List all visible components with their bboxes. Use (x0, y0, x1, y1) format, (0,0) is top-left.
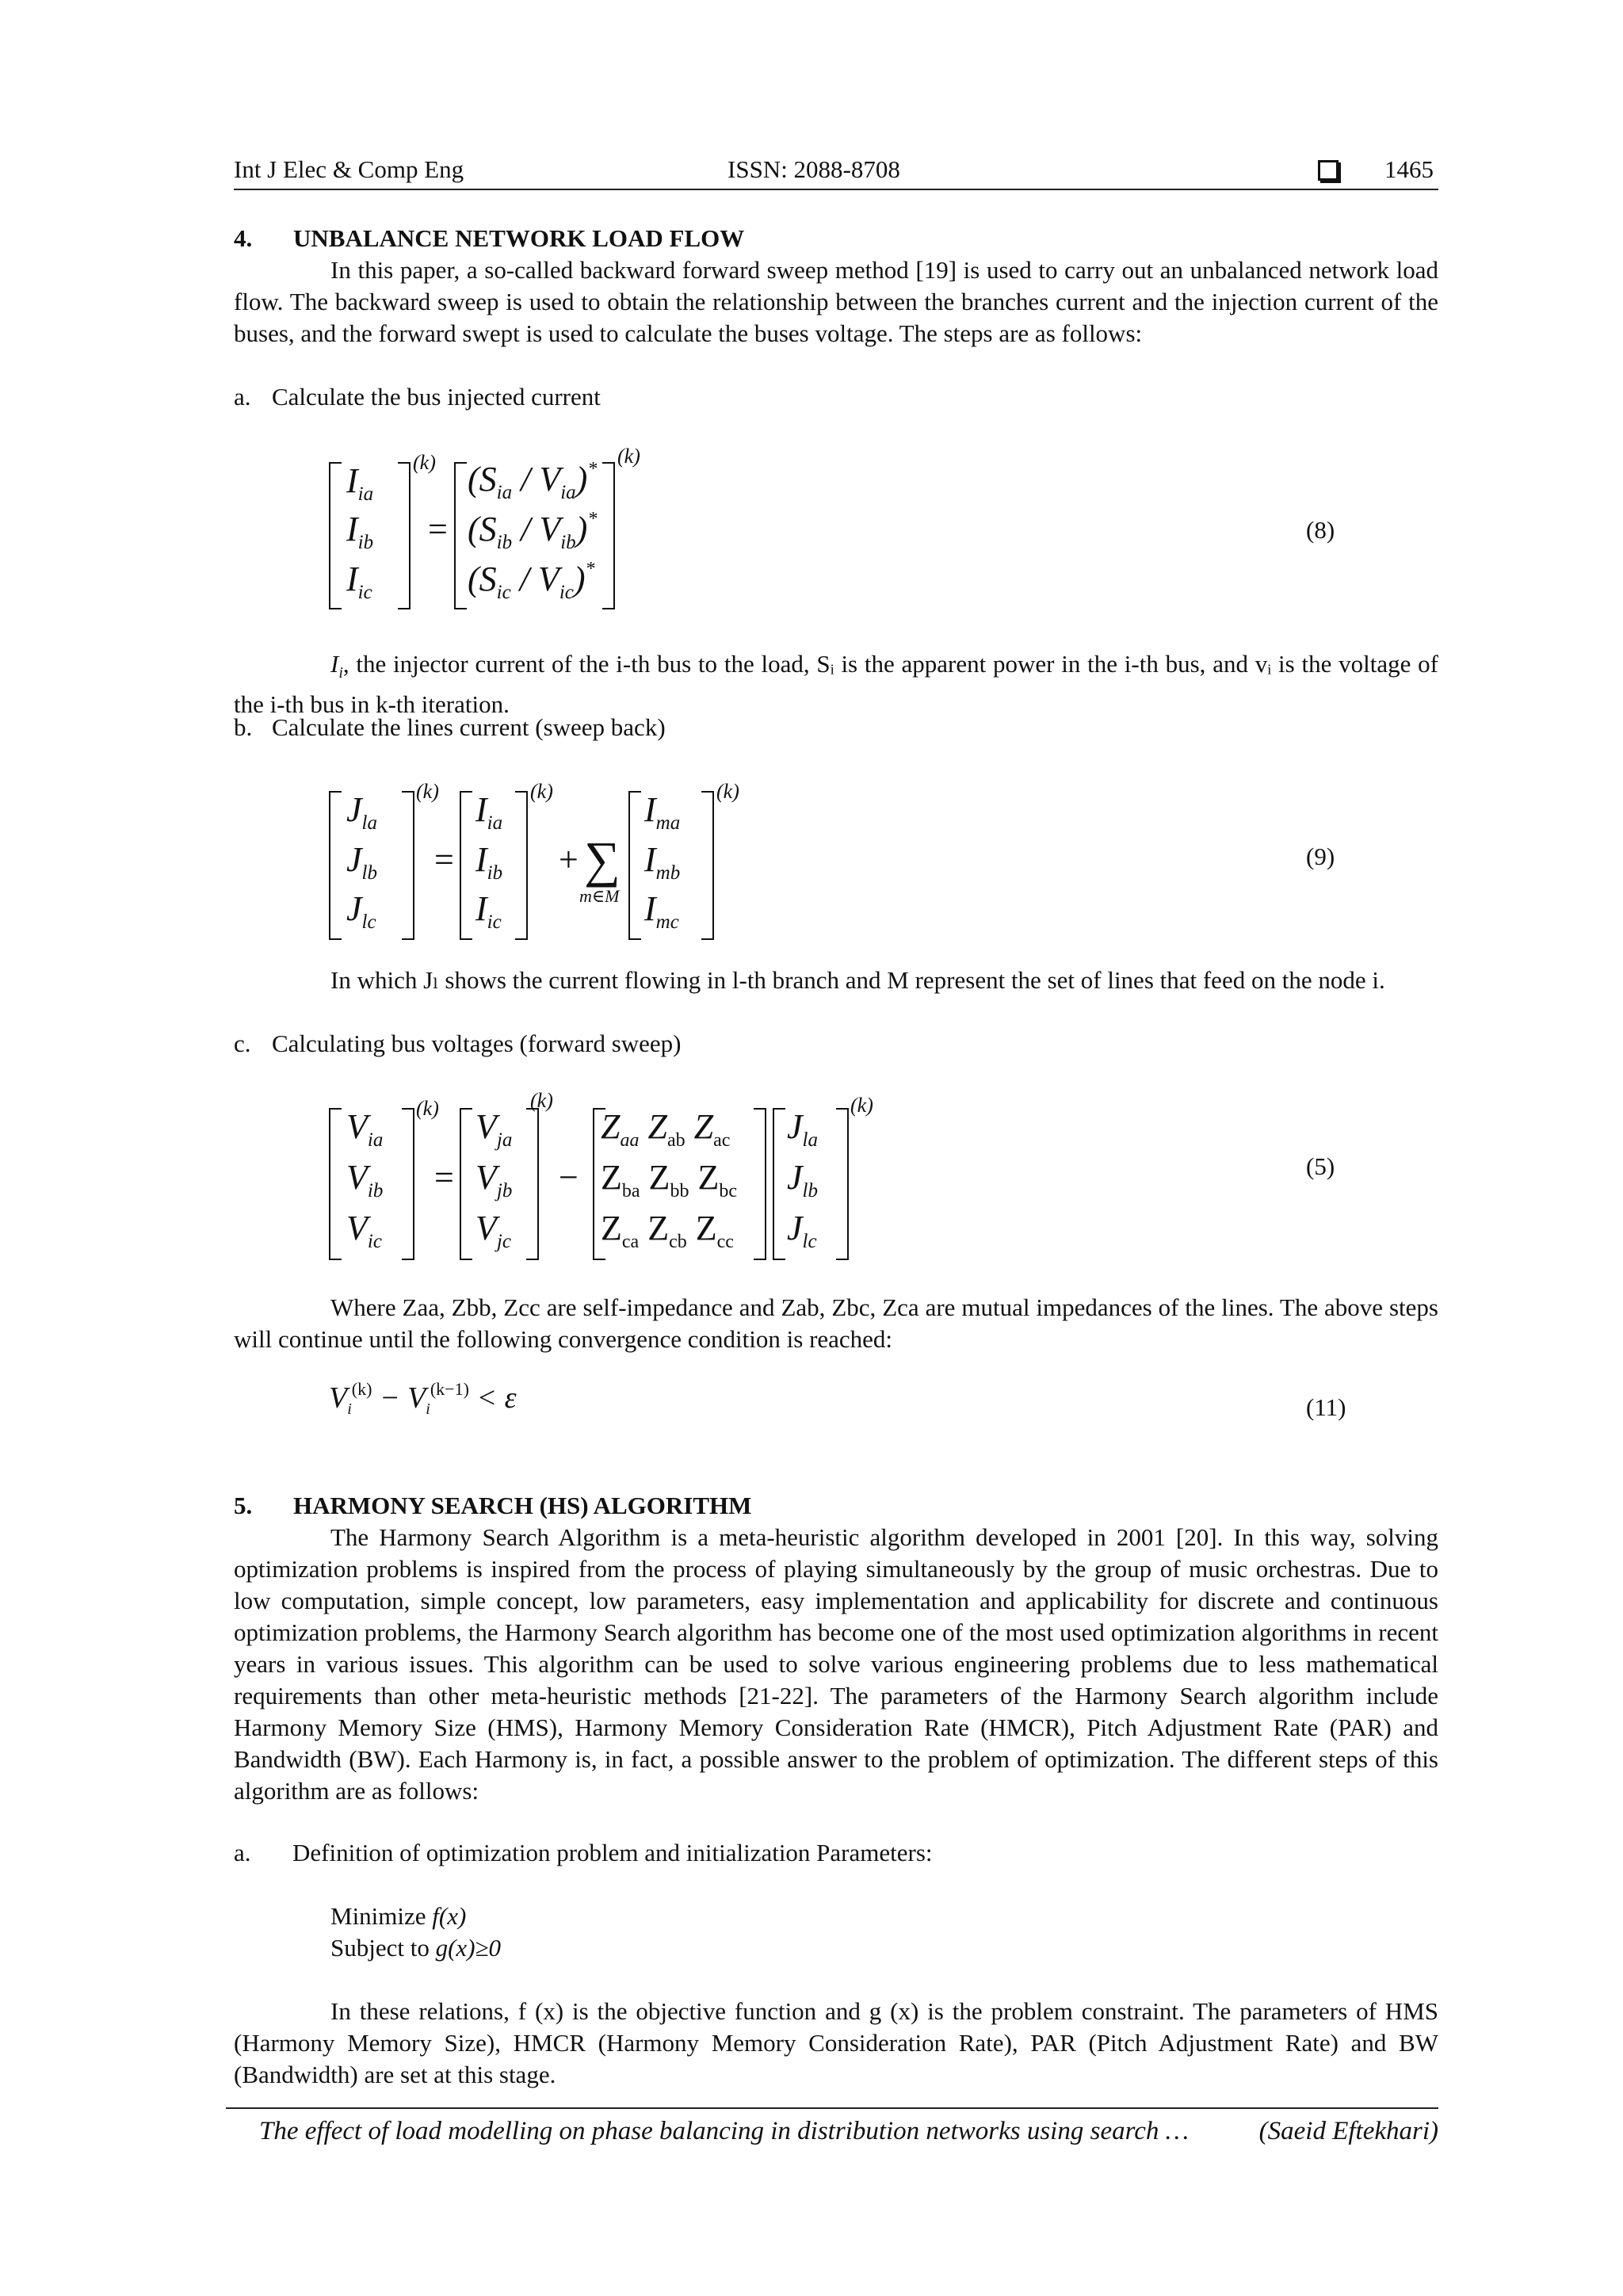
step-a: a. Calculate the bus injected current (234, 383, 601, 411)
step-c: c. Calculating bus voltages (forward sweep) (234, 1030, 682, 1057)
equation-8-number: (8) (1306, 516, 1335, 544)
section-5-heading: 5. HARMONY SEARCH (HS) ALGORITHM (234, 1492, 752, 1519)
section-5-step-a: a. Definition of optimization problem and initialization Parameters: (234, 1839, 933, 1866)
square-bullet-icon (1318, 160, 1338, 181)
equation-11-number: (11) (1306, 1393, 1346, 1421)
running-header (234, 155, 1438, 190)
paper-page: Int J Elec & Comp Eng ISSN: 2088-8708 1465 4. UNBALANCE NETWORK LOAD FLOW In this paper, a so-called backward forward sweep method [19] is used to carry out an unbalanced network load flow. The backward sweep is used to obtain the relationship between the branches current and the injection current of the buses, and the forward swept is used to calculate the buses voltage. The steps are as follows: a. Calculate the bus injected current $I_{ia}$ $I_{ib}$ $I_{ic}$ (k) = $(S_{ia} / V_{ia})^*$ $(S_{ib} / V_{ib})^*$ $(S_{ic} / V_{ic})^*$ (k) (8) $I_i$, the injector current of the i-th bus to the load, Sᵢ is the apparent power in the i-th bus, and vᵢ is the voltage of the i-th bus in k-th iteration. b. Calculate the lines current (sweep back) $J_{la}$ $J_{lb}$ $J_{lc}$ (k) = $I_{ia}$ $I_{ib}$ $I_{ic}$ (k) + ∑ m∈M $I_{ma}$ $I_{mb}$ $I_{mc}$ (k) (9) In which Jₗ shows the current flowing in l-th branch and M represent the set of lines that feed on the node i. c. Calculating bus voltages (forward sweep) $V_{ia}$ $V_{ib}$ $V_{ic}$ (k) = $V_{ja}$ $V_{jb}$ $V_{jc}$ (k) − $Z_{aa}$ $Z_{ab}$ $Z_{ac}$ $Z_{ba}$ $Z_{bb}$ $Z_{bc}$ $Z_{ca}$ $Z_{cb}$ $Z_{cc}$ $J_{la}$ $J_{lb}$ $J_{lc}$ (k) (5) Where Zaa, Zbb, Zcc are self-impedance and Zab, Zbc, Zca are mutual impedances of the lines. The above steps will continue until the following convergence condition is reached: $V_i^{(k)} - V_i^{(k-1)} < \varepsilon$ (11) 5. HARMONY SEARCH (HS) ALGORITHM The Harmony Search Algorithm is a meta-heuristic algorithm developed in 2001 [20]. In this way, solving optimization problems is inspired from the process of playing simultaneously by the group of music orchestras. Due to low computation, simple concept, low parameters, easy implementation and applicability for discrete and continuous optimization problems, the Harmony Search algorithm has become one of the most used optimization algorithms in recent years in various issues. This algorithm can be used to solve various engineering problems due to less mathematical requirements than other meta-heuristic methods [21-22]. The parameters of the Harmony Search algorithm include Harmony Memory Size (HMS), Harmony Memory Consideration Rate (HMCR), Pitch Adjustment Rate (PAR) and Bandwidth (BW). Each Harmony is, in fact, a possible answer to the problem of optimization. The different steps of this algorithm are as follows: a. Definition of optimization problem and initialization Parameters: Minimize f(x) Subject to g(x)≥0 In these relations, f (x) is the objective function and g (x) is the problem constraint. The parameters of HMS (Harmony Memory Size), HMCR (Harmony Memory Consideration Rate), PAR (Pitch Adjustment Rate) and BW (Bandwidth) are set at this stage. The effect of load modelling on phase balancing in distribution networks using search … (Saeid Eftekhari) (0, 0, 1623, 2296)
section-5-para2: In these relations, f (x) is the objective function and g (x) is the problem constraint. The parameters of HMS (Harmony Memory Size), HMCR (Harmony Memory Consideration Rate), PAR (Pitch Adjustment Rate) and BW (Bandwidth) are set at this stage. (234, 1997, 1438, 2088)
equation-5-number: (5) (1306, 1152, 1335, 1180)
eq9-explanation: In which Jₗ shows the current flowing in l-th branch and M represent the set of lines that feed on the node i. (330, 966, 1385, 994)
step-b: b. Calculate the lines current (sweep back) (234, 713, 666, 741)
subject-to-line: Subject to g(x)≥0 (330, 1934, 502, 1962)
equation-9-number: (9) (1306, 842, 1335, 870)
page-number: 1465 (1384, 155, 1434, 183)
journal-name: Int J Elec & Comp Eng (234, 155, 464, 183)
minimize-line: Minimize f(x) (330, 1902, 467, 1930)
section-4-intro: In this paper, a so-called backward forward sweep method [19] is used to carry out an unbalanced network load flow. The backward sweep is used to obtain the relationship between the branches current and the injection current of the buses, and the forward swept is used to calculate the buses voltage. The steps are as follows: (234, 256, 1438, 347)
footer-title: The effect of load modelling on phase balancing in distribution networks using search … (259, 2117, 1189, 2145)
footer-author: (Saeid Eftekhari) (1258, 2117, 1438, 2145)
issn: ISSN: 2088-8708 (727, 155, 900, 183)
section-5-para1: The Harmony Search Algorithm is a meta-heuristic algorithm developed in 2001 [20]. In this way, solving optimization problems is inspired from the process of playing simultaneously by the group of music orchestras. Due to low computation, simple concept, low parameters, easy implementation and applicability for discrete and continuous optimization problems, the Harmony Search algorithm has become one of the most used optimization algorithms in recent years in various issues. This algorithm can be used to solve various engineering problems due to less mathematical requirements than other meta-heuristic methods [21-22]. The parameters of the Harmony Search algorithm include Harmony Memory Size (HMS), Harmony Memory Consideration Rate (HMCR), Pitch Adjustment Rate (PAR) and Bandwidth (BW). Each Harmony is, in fact, a possible answer to the problem of optimization. The different steps of this algorithm are as follows: (234, 1523, 1438, 1805)
eq5-explanation: Where Zaa, Zbb, Zcc are self-impedance and Zab, Zbc, Zca are mutual impedances of the lines. The above steps will continue until the following convergence condition is reached: (234, 1293, 1438, 1353)
running-footer (226, 2107, 1438, 2150)
section-4-heading: 4. UNBALANCE NETWORK LOAD FLOW (234, 224, 745, 252)
eq8-explanation: $I_i$, the injector current of the i-th bus to the load, Sᵢ is the apparent power in the i-th bus, and vᵢ is the voltage of the i-th bus in k-th iteration. (234, 650, 1438, 719)
